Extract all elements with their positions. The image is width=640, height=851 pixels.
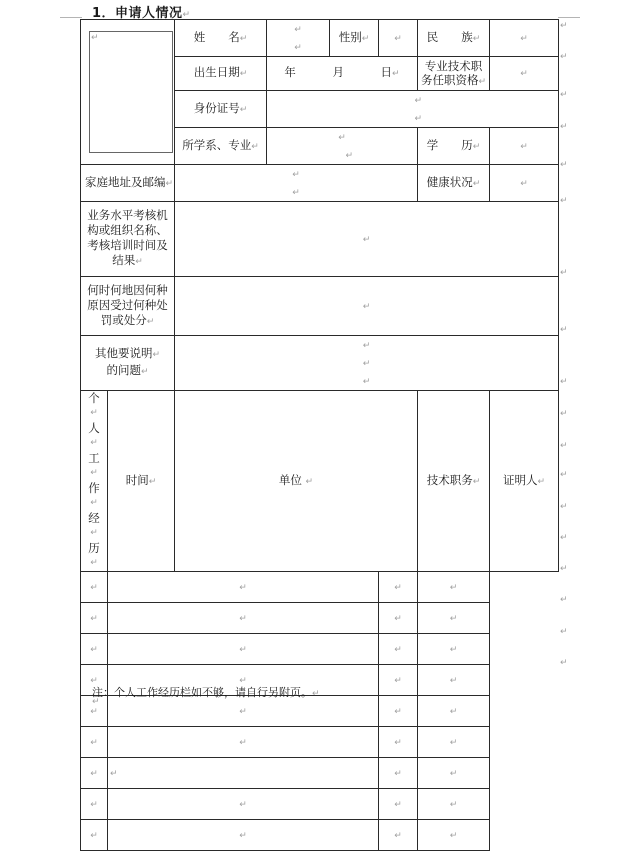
paragraph-mark: ↵ [90, 468, 98, 478]
witness-cell[interactable] [418, 696, 490, 727]
ethnicity-value-cell[interactable] [490, 20, 559, 57]
paragraph-mark: ↵ [292, 170, 300, 180]
department-major-value-cell[interactable] [267, 128, 418, 165]
paragraph-mark: ↵ [345, 151, 354, 161]
paragraph-mark: ↵ [537, 476, 546, 487]
paragraph-mark: ↵ [362, 234, 371, 245]
work-history-label-cell [81, 391, 108, 572]
tech-position-cell[interactable] [379, 789, 418, 820]
penalty-label-l2: 原因受过何种处 [87, 297, 168, 312]
paragraph-mark: ↵ [90, 706, 98, 717]
education-label: 学 历 [426, 137, 473, 152]
birth-date-label-cell [175, 57, 267, 91]
address-label: 家庭地址及邮编 [85, 174, 166, 189]
paragraph-mark: ↵ [135, 257, 143, 267]
unit-cell[interactable] [108, 820, 379, 851]
professional-title-label-cell [418, 57, 490, 91]
paragraph-mark: ↵ [140, 367, 149, 377]
health-label: 健康状况 [426, 174, 473, 189]
unit-cell[interactable] [108, 789, 379, 820]
paragraph-mark: ↵ [90, 558, 98, 568]
paragraph-mark: ↵ [449, 706, 458, 717]
paragraph-mark: ↵ [394, 33, 402, 44]
paragraph-mark: ↵ [414, 114, 422, 124]
paragraph-mark: ↵ [361, 33, 370, 44]
department-major-label-cell [175, 128, 267, 165]
paragraph-mark: ↵ [182, 10, 191, 20]
unit-cell[interactable] [108, 758, 379, 789]
education-label-cell [418, 128, 490, 165]
gender-value-cell[interactable] [379, 20, 418, 57]
id-number-value-cell[interactable] [267, 91, 559, 128]
work-history-rows [81, 572, 559, 851]
paragraph-mark: ↵ [394, 582, 402, 593]
assessment-label-l4: 结果 [112, 253, 136, 267]
assessment-label-cell [81, 202, 175, 277]
work-history-row [81, 603, 559, 634]
col-witness-header [490, 391, 559, 572]
education-value-cell[interactable] [490, 128, 559, 165]
address-label-cell [81, 165, 175, 202]
paragraph-mark: ↵ [90, 644, 98, 655]
tech-position-cell[interactable] [379, 603, 418, 634]
time-cell[interactable] [81, 789, 108, 820]
paragraph-mark: ↵ [292, 188, 300, 198]
professional-title-value-cell[interactable] [490, 57, 559, 91]
page-corner-top-right [558, 17, 580, 18]
paragraph-mark: ↵ [394, 830, 402, 841]
witness-cell[interactable] [418, 727, 490, 758]
paragraph-mark: ↵ [90, 613, 98, 624]
paragraph-mark: ↵ [362, 359, 371, 369]
ethnicity-label: 民 族 [426, 29, 473, 44]
witness-cell[interactable] [418, 603, 490, 634]
paragraph-mark: ↵ [520, 178, 528, 189]
paragraph-mark: ↵ [472, 141, 481, 152]
paragraph-mark: ↵ [239, 830, 247, 841]
col-tech-position-header [418, 391, 490, 572]
paragraph-mark: ↵ [560, 90, 568, 100]
applicant-form-table [80, 19, 559, 851]
paragraph-mark: ↵ [520, 33, 528, 44]
penalty-label-l3: 罚或处分 [100, 312, 147, 327]
section-title-text: 1．申请人情况 [92, 6, 183, 21]
unit-cell[interactable] [108, 572, 379, 603]
paragraph-mark: ↵ [560, 627, 568, 637]
paragraph-mark: ↵ [560, 377, 568, 387]
paragraph-mark: ↵ [239, 69, 248, 79]
paragraph-mark: ↵ [362, 301, 371, 312]
time-cell[interactable] [81, 820, 108, 851]
paragraph-mark: ↵ [90, 768, 98, 779]
day-label: 日 [380, 65, 393, 79]
work-history-row [81, 634, 559, 665]
time-cell[interactable] [81, 572, 108, 603]
other-label-cell [81, 336, 175, 391]
paragraph-mark: ↵ [560, 52, 568, 62]
paragraph-mark: ↵ [239, 104, 248, 115]
paragraph-mark: ↵ [239, 644, 247, 655]
month-label: 月 [332, 65, 344, 79]
witness-cell[interactable] [418, 758, 490, 789]
paragraph-mark: ↵ [305, 476, 314, 487]
paragraph-mark: ↵ [560, 502, 568, 512]
paragraph-mark: ↵ [520, 69, 528, 79]
paragraph-mark: ↵ [520, 141, 528, 152]
witness-cell[interactable] [418, 572, 490, 603]
witness-cell[interactable] [418, 665, 490, 696]
tech-position-cell[interactable] [379, 758, 418, 789]
tech-position-cell[interactable] [379, 665, 418, 696]
work-history-row [81, 572, 559, 603]
paragraph-mark: ↵ [152, 350, 161, 360]
paragraph-mark: ↵ [472, 178, 481, 189]
photo-box [89, 31, 173, 153]
paragraph-mark: ↵ [449, 830, 458, 841]
name-label-cell [175, 20, 267, 57]
paragraph-mark: ↵ [560, 658, 568, 668]
penalty-label-cell [81, 277, 175, 336]
paragraph-mark: ↵ [90, 582, 98, 593]
health-label-cell [418, 165, 490, 202]
paragraph-mark: ↵ [239, 799, 247, 810]
work-history-row [81, 696, 559, 727]
health-value-cell[interactable] [490, 165, 559, 202]
paragraph-mark: ↵ [560, 196, 568, 206]
work-history-row [81, 727, 559, 758]
paragraph-mark: ↵ [394, 737, 402, 748]
assessment-label-l1: 业务水平考核机 [87, 208, 168, 222]
paragraph-mark: ↵ [362, 377, 371, 387]
paragraph-mark: ↵ [92, 697, 100, 707]
paragraph-mark: ↵ [449, 644, 458, 655]
paragraph-mark: ↵ [239, 675, 247, 686]
paragraph-mark: ↵ [478, 76, 487, 87]
time-cell[interactable] [81, 603, 108, 634]
page-corner-top-left [60, 17, 82, 18]
paragraph-mark: ↵ [394, 706, 402, 717]
gender-label: 性别 [338, 29, 362, 44]
year-label: 年 [284, 65, 296, 79]
paragraph-mark: ↵ [449, 675, 458, 686]
paragraph-mark: ↵ [449, 737, 458, 748]
paragraph-mark: ↵ [449, 582, 458, 593]
col-time-label: 时间 [125, 472, 149, 487]
tech-position-cell[interactable] [379, 820, 418, 851]
paragraph-mark: ↵ [394, 768, 402, 779]
paragraph-mark: ↵ [394, 613, 402, 624]
paragraph-mark: ↵ [472, 476, 481, 487]
work-history-char: 作 [88, 481, 100, 495]
col-unit-label: 单位 [278, 472, 302, 487]
gender-label-cell [330, 20, 379, 57]
birth-date-label: 出生日期 [193, 65, 240, 79]
paragraph-mark: ↵ [560, 268, 568, 278]
id-number-label: 身份证号 [193, 100, 240, 115]
paragraph-mark: ↵ [146, 316, 155, 327]
col-time-header [108, 391, 175, 572]
paragraph-mark: ↵ [449, 613, 458, 624]
paragraph-mark: ↵ [394, 644, 402, 655]
paragraph-mark: ↵ [90, 498, 98, 508]
work-history-label [88, 391, 100, 571]
time-cell[interactable] [81, 758, 108, 789]
time-cell[interactable] [81, 727, 108, 758]
paragraph-mark: ↵ [239, 33, 248, 44]
other-label-l2: 的问题 [106, 363, 141, 377]
paragraph-mark: ↵ [312, 689, 320, 699]
paragraph-mark: ↵ [560, 160, 568, 170]
paragraph-mark: ↵ [560, 21, 568, 31]
paragraph-mark: ↵ [294, 43, 302, 53]
paragraph-mark: ↵ [239, 613, 247, 624]
paragraph-mark: ↵ [472, 33, 481, 44]
paragraph-mark: ↵ [449, 799, 458, 810]
unit-cell[interactable] [108, 603, 379, 634]
work-history-row [81, 789, 559, 820]
other-label-l1: 其他要说明 [94, 346, 153, 360]
work-history-char: 经 [88, 511, 100, 525]
paragraph-mark: ↵ [414, 96, 422, 106]
paragraph-mark: ↵ [90, 408, 98, 418]
paragraph-mark: ↵ [239, 737, 247, 748]
footnote-text: 注：个人工作经历栏如不够，请自行另附页。 [92, 686, 312, 699]
paragraph-mark: ↵ [90, 438, 98, 448]
assessment-label-l3: 考核培训时间及 [87, 238, 168, 252]
penalty-value-cell[interactable] [175, 277, 559, 336]
time-cell[interactable] [81, 634, 108, 665]
tech-position-cell[interactable] [379, 572, 418, 603]
witness-cell[interactable] [418, 634, 490, 665]
paragraph-mark: ↵ [90, 830, 98, 841]
ethnicity-label-cell [418, 20, 490, 57]
name-value-cell[interactable] [267, 20, 330, 57]
paragraph-mark: ↵ [560, 122, 568, 132]
paragraph-mark: ↵ [560, 441, 568, 451]
paragraph-mark: ↵ [560, 409, 568, 419]
work-history-char: 历 [88, 541, 100, 555]
col-witness-label: 证明人 [502, 472, 538, 487]
unit-cell[interactable] [108, 696, 379, 727]
work-history-row [81, 820, 559, 851]
paragraph-mark: ↵ [362, 341, 371, 351]
col-tech-position-label: 技术职务 [426, 472, 473, 487]
paragraph-mark: ↵ [90, 528, 98, 538]
witness-cell[interactable] [418, 820, 490, 851]
tech-position-cell[interactable] [379, 634, 418, 665]
address-value-cell[interactable] [175, 165, 418, 202]
paragraph-mark: ↵ [251, 141, 259, 152]
assessment-value-cell[interactable] [175, 202, 559, 277]
paragraph-mark: ↵ [165, 178, 174, 189]
tech-position-cell[interactable] [379, 696, 418, 727]
photo-cell [81, 20, 175, 165]
paragraph-mark: ↵ [560, 564, 568, 574]
witness-cell[interactable] [418, 789, 490, 820]
paragraph-mark: ↵ [560, 595, 568, 605]
paragraph-mark: ↵ [449, 768, 458, 779]
paragraph-mark: ↵ [239, 706, 247, 717]
birth-date-value-cell[interactable] [267, 57, 418, 91]
id-number-label-cell [175, 91, 267, 128]
penalty-label-l1: 何时何地因何种 [87, 282, 168, 297]
paragraph-mark: ↵ [239, 582, 247, 593]
paragraph-mark: ↵ [394, 799, 402, 810]
paragraph-mark: ↵ [90, 799, 98, 810]
paragraph-mark: ↵ [90, 675, 98, 686]
work-history-row [81, 758, 559, 789]
paragraph-mark: ↵ [394, 675, 402, 686]
paragraph-mark: ↵ [294, 25, 302, 35]
work-history-char: 工 [88, 451, 100, 465]
professional-title-label-l1: 专业技术职 [424, 58, 483, 73]
paragraph-mark: ↵ [91, 33, 99, 43]
paragraph-mark: ↵ [560, 325, 568, 335]
unit-cell[interactable] [108, 727, 379, 758]
name-label: 姓 名 [193, 29, 240, 44]
paragraph-mark: ↵ [90, 737, 98, 748]
unit-cell[interactable] [108, 634, 379, 665]
work-history-char: 人 [88, 421, 100, 435]
department-major-label: 所学系、专业 [182, 137, 252, 152]
col-unit-header [175, 391, 418, 572]
paragraph-mark: ↵ [338, 133, 346, 143]
paragraph-mark: ↵ [392, 69, 400, 79]
assessment-label-l2: 构或组织名称、 [87, 223, 168, 237]
work-history-char: 个 [88, 391, 100, 405]
tech-position-cell[interactable] [379, 727, 418, 758]
paragraph-mark: ↵ [110, 768, 118, 779]
professional-title-label-l2: 务任职资格 [420, 72, 479, 87]
paragraph-mark: ↵ [148, 476, 157, 487]
other-value-cell[interactable] [175, 336, 559, 391]
footnote [92, 684, 320, 700]
paragraph-mark: ↵ [560, 533, 568, 543]
paragraph-mark: ↵ [560, 470, 568, 480]
